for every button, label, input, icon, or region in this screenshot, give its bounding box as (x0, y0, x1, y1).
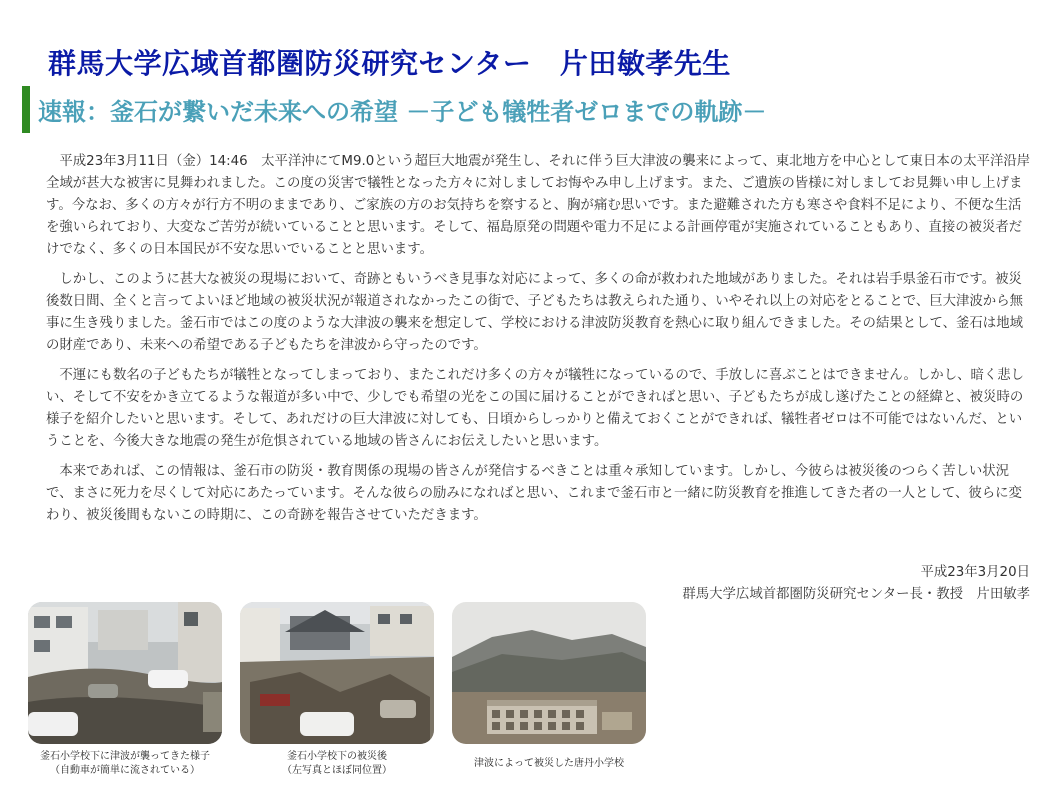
paragraph-4: 本来であれば、この情報は、釜石市の防災・教育関係の現場の皆さんが発信するべきことは重々承知しています。しかし、今彼らは被災後のつらく苦しい状況で、まさに死力を尽くして対応にあたっています。そんな彼らの励みになればと思い、これまで釜石市と一緒に防災教育を推進してきた者の一人として、彼らに変わり、被災後間もないこの時期に、この奇跡を報告させていただきます。 (46, 464, 1022, 523)
paragraph-2: しかし、このように甚大な被災の現場において、奇跡ともいうべき見事な対応によって、多くの命が救われた地域がありました。それは岩手県釜石市です。被災後数日間、全くと言ってよいほど地域の被災状況が報道されなかったこの街で、子どもたちは教えられた通り、いやそれ以上の対応をとることで、巨大津波から無事に生き残りました。釜石市ではこの度のような大津波の襲来を想定して、学校における津波防災教育を熱心に取り組んできました。その結果として、釜石は地域の財産であり、未来への希望である子どもたちを津波から守ったのです。 (46, 272, 1023, 353)
photo-2-caption (240, 750, 434, 778)
page-title: 群馬大学広域首都圏防災研究センター 片田敏孝先生 (48, 47, 731, 80)
subtitle-accent-bar (22, 86, 30, 133)
signature-name: 群馬大学広域首都圏防災研究センター長・教授 片田敏孝 (682, 587, 1030, 602)
photo-2-caption-line-1: 釜石小学校下の被災後 (287, 751, 387, 762)
photo-debris-after (240, 602, 434, 744)
photo-1-caption-line-1: 釜石小学校下に津波が襲ってきた様子 (40, 751, 210, 762)
photo-toni-school (452, 602, 646, 744)
article-body (46, 151, 1031, 535)
photo-3-caption-line-1: 津波によって被災した唐丹小学校 (474, 758, 624, 769)
photo-1-caption (28, 750, 222, 778)
photo-flood-street (28, 602, 222, 744)
paragraph-1: 平成23年3月11日（金）14:46 太平洋沖にてM9.0という超巨大地震が発生し、それに伴う巨大津波の襲来によって、東北地方を中心として東日本の太平洋沿岸全域が甚大な被害に見舞われました。この度の災害で犠牲となった方々に対しましてお悔やみ申し上げます。また、ご遺族の皆様に対しましてお見舞い申し上げます。今なお、多くの方々が行方不明のままであり、ご家族の方のお気持ちを察すると、胸が痛む思いです。また避難された方も寒さや食料不足により、不便な生活を強いられており、大変なご苦労が続いていることと思います。そして、福島原発の問題や電力不足による計画停電が実施されていることもあり、直接の被災者だけでなく、多くの日本国民が不安な思いでいることと思います。 (46, 154, 1031, 257)
signature-block (682, 562, 1030, 606)
signature-date: 平成23年3月20日 (920, 565, 1030, 580)
paragraph-3: 不運にも数名の子どもたちが犠牲となってしまっており、またこれだけ多くの方々が犠牲になっているので、手放しに喜ぶことはできません。しかし、暗く悲しい、そして不安をかき立てるような報道が多い中で、少しでも希望の光をこの国に届けることができればと思い、子どもたちが成し遂げたことの経緯と、被災時の様子を紹介したいと思います。そして、あれだけの巨大津波に対しても、日頃からしっかりと備えておくことができれば、犠牲者ゼロは不可能ではないんだ、ということを、今後大きな地震の発生が危惧されている地域の皆さんにお伝えしたいと思います。 (46, 368, 1025, 449)
photo-1-caption-line-2: （自動車が簡単に流されている） (50, 765, 200, 776)
page-subtitle: 速報：釜石が繋いだ未来への希望 －子ども犠牲者ゼロまでの軌跡－ (38, 98, 767, 126)
photo-2-caption-line-2: （左写真とほぼ同位置） (282, 765, 392, 776)
photo-3-caption (452, 757, 646, 771)
